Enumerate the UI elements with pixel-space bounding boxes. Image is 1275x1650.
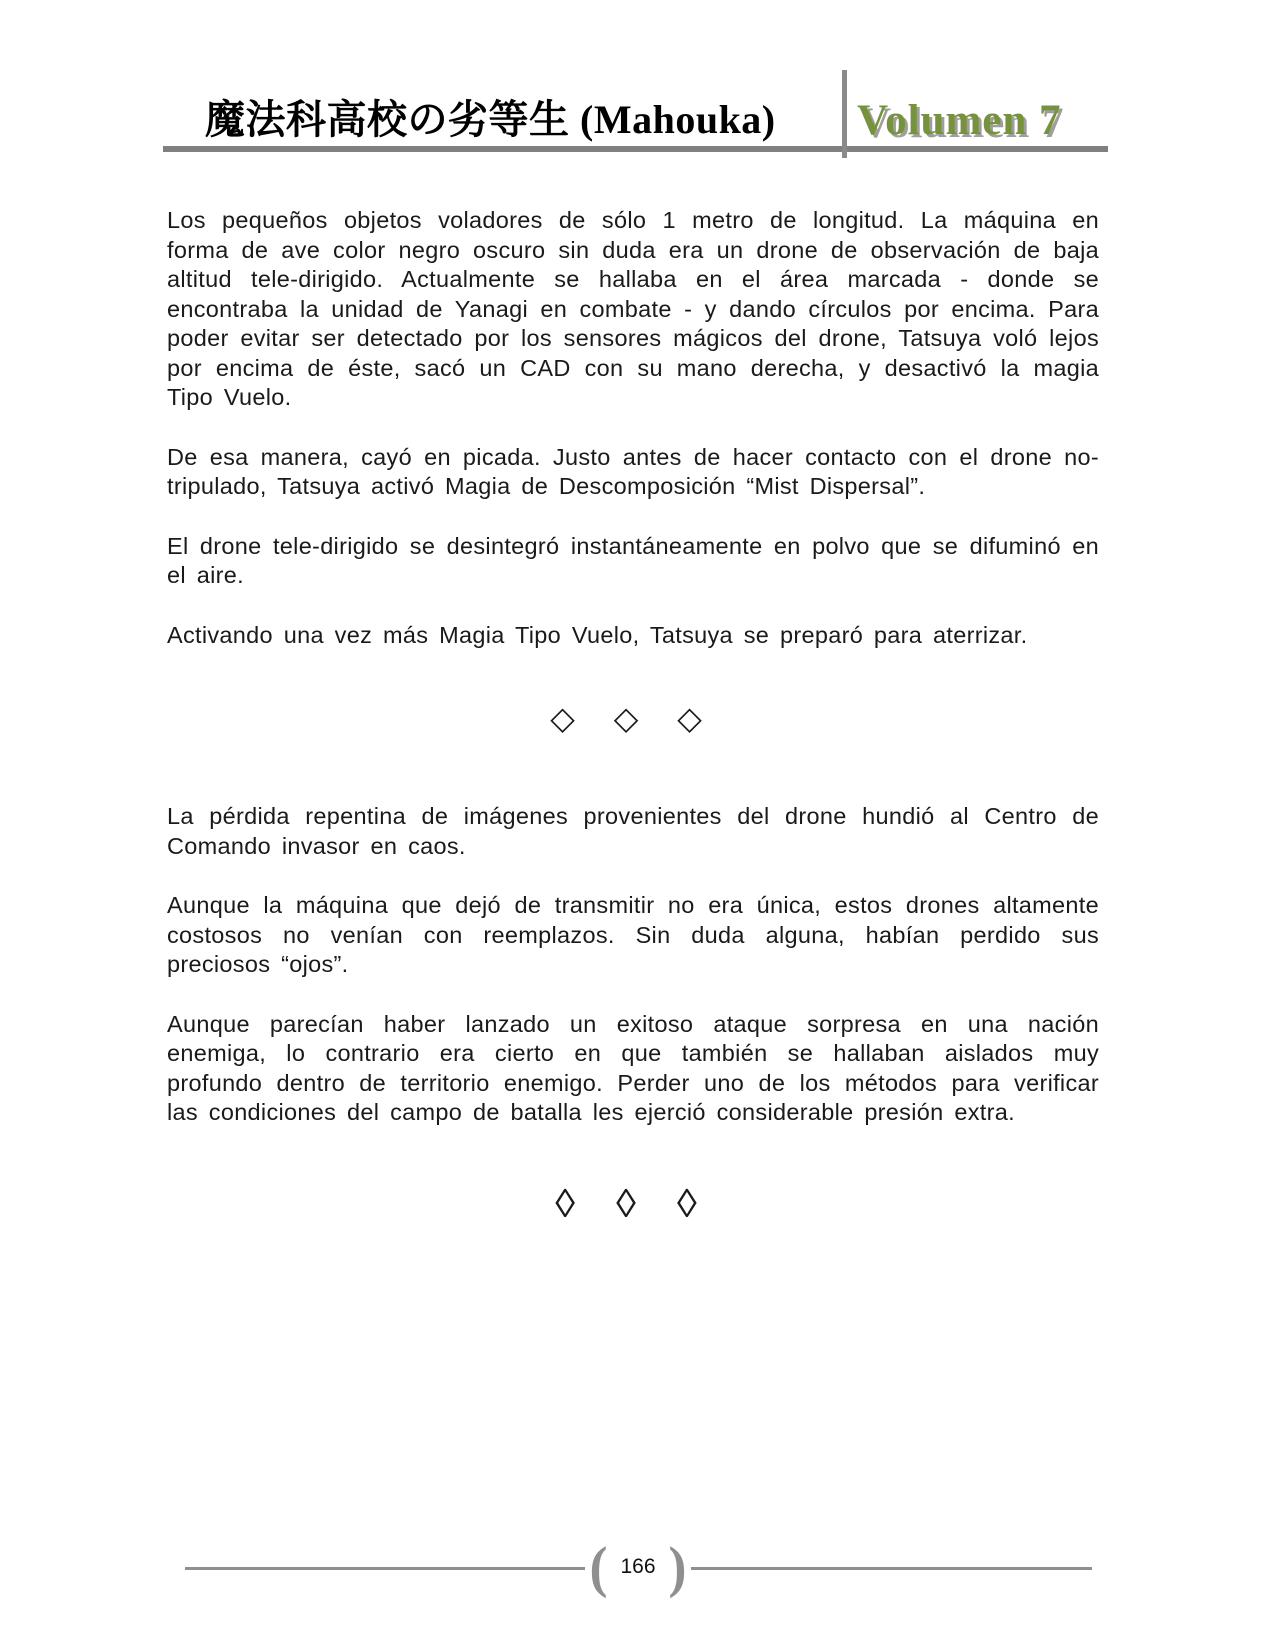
paragraph-6: Aunque la máquina que dejó de transmitir no era única, estos drones altamente costosos no venían con reemplazos. Sin duda alguna, habían perdido sus preciosos “ojos”. (167, 892, 1099, 977)
page-body (167, 206, 1099, 1228)
footer-rule-left (185, 1567, 592, 1570)
bracket-left-icon: ( (589, 1535, 608, 1599)
page-number-box (585, 1535, 691, 1599)
scene-separator-lozenges-icon: ◊ ◊ ◊ (555, 1181, 711, 1226)
paragraph-7: Aunque parecían haber lanzado un exitoso ataque sorpresa en una nación enemiga, lo contrario era cierto en que también se hallaban aislados muy profundo dentro de territorio enemigo. Perder uno de los métodos para verificar las condiciones del campo de batalla les ejerció considerable presión extra. (167, 1010, 1099, 1125)
paragraph-4: Activando una vez más Magia Tipo Vuelo, Tatsuya se preparó para aterrizar. (167, 621, 1028, 648)
header-divider (842, 70, 847, 158)
paragraph-2: De esa manera, cayó en picada. Justo antes de hacer contacto con el drone no-tripulado, Tatsuya activó Magia de Descomposición “Mist Dispersal”. (167, 443, 1099, 499)
paragraph-3: El drone tele-dirigido se desintegró instantáneamente en polvo que se difuminó en el aire. (167, 532, 1099, 588)
volume-label: Volumen 7 (857, 96, 1062, 144)
page-number: 166 (620, 1555, 656, 1578)
book-title: 魔法科高校の劣等生 (Mahouka) (205, 97, 776, 142)
bracket-right-icon: ) (668, 1535, 687, 1599)
footer-rule-right (684, 1567, 1092, 1570)
paragraph-1: Los pequeños objetos voladores de sólo 1 metro de longitud. La máquina en forma de ave color negro oscuro sin duda era un drone de observación de baja altitud tele-dirigido. Actualmente se hallaba en el área marcada - donde se encontraba la unidad de Yanagi en combate - y dando círculos por encima. Para poder evitar ser detectado por los sensores mágicos del drone, Tatsuya voló lejos por encima de éste, sacó un CAD con su mano derecha, y desactivó la magia Tipo Vuelo. (167, 207, 1099, 410)
page-header (163, 58, 1108, 152)
paragraph-5: La pérdida repentina de imágenes provenientes del drone hundió al Centro de Comando invasor en caos. (167, 803, 1099, 859)
scene-separator-diamonds-icon: ◇ ◇ ◇ (550, 700, 716, 736)
